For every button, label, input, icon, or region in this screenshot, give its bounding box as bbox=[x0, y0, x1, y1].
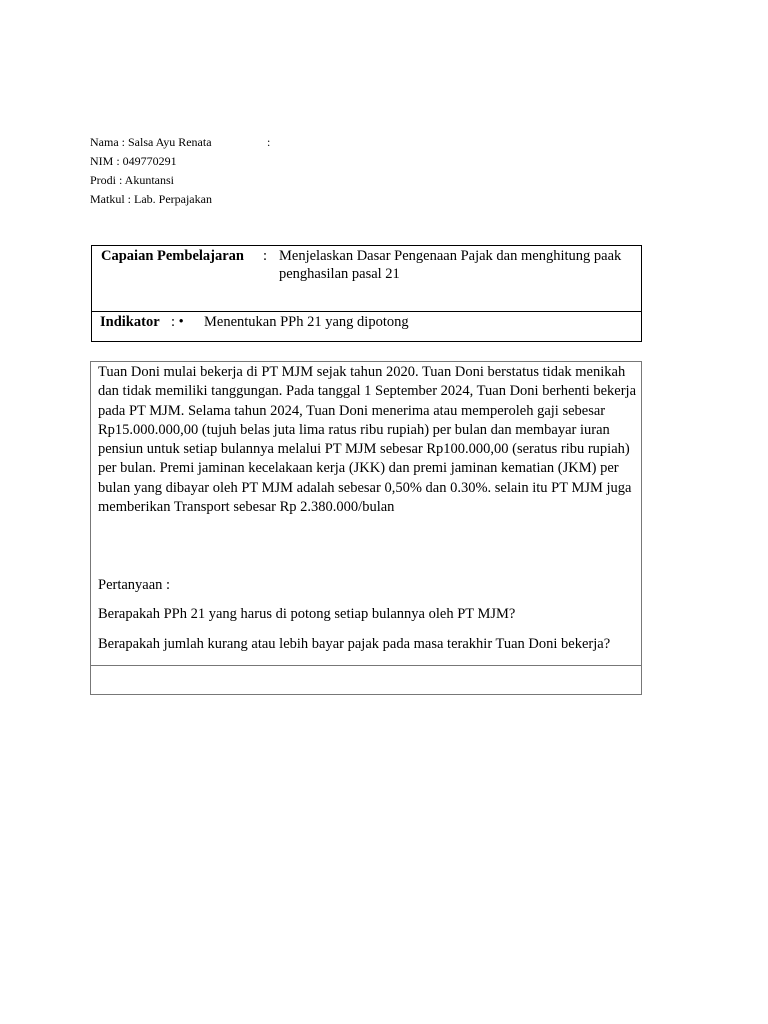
indikator-separator: : • bbox=[171, 314, 184, 330]
case-paragraph: Tuan Doni mulai bekerja di PT MJM sejak tahun 2020. Tuan Doni berstatus tidak menikah dan tidak memiliki tanggungan. Pada tanggal 1 September 2024, Tuan Doni berhenti bekerja pada PT MJM. Selama tahun 2024, Tuan Doni menerima atau memperoleh gaji sebesar Rp15.000.000,00 (tujuh belas juta lima ratus ribu rupiah) per bulan dan membayar iuran pensiun untuk setiap bulannya melalui PT MJM sebesar Rp100.000,00 (seratus ribu rupiah) per bulan. Premi jaminan kecelakaan kerja (JKK) dan premi jaminan kematian (JKM) per bulan yang dibayar oleh PT MJM adalah sebesar 0,50% dan 0.30%. selain itu PT MJM juga memberikan Transport sebesar Rp 2.380.000/bulan bbox=[98, 364, 637, 516]
student-name: Nama : Salsa Ayu Renata bbox=[90, 135, 212, 149]
indikator-text: Menentukan PPh 21 yang dipotong bbox=[204, 314, 409, 330]
learning-outcome-table bbox=[91, 245, 642, 342]
capaian-row bbox=[92, 246, 641, 312]
capaian-label: Capaian Pembelajaran bbox=[101, 248, 244, 264]
student-matkul: Matkul : Lab. Perpajakan bbox=[90, 192, 212, 206]
student-name-colon: : bbox=[267, 135, 271, 149]
student-nim: NIM : 049770291 bbox=[90, 154, 177, 168]
case-study-cell bbox=[91, 362, 641, 666]
capaian-text: Menjelaskan Dasar Pengenaan Pajak dan menghitung paak penghasilan pasal 21 bbox=[279, 248, 622, 282]
capaian-colon: : bbox=[263, 248, 268, 264]
question-2: Berapakah jumlah kurang atau lebih bayar pajak pada masa terakhir Tuan Doni bekerja? bbox=[98, 636, 611, 652]
student-info bbox=[90, 133, 271, 209]
case-study-table bbox=[90, 361, 642, 695]
question-title: Pertanyaan : bbox=[98, 577, 171, 593]
question-1: Berapakah PPh 21 yang harus di potong setiap bulannya oleh PT MJM? bbox=[98, 606, 516, 622]
student-prodi: Prodi : Akuntansi bbox=[90, 173, 175, 187]
student-name-line bbox=[90, 133, 271, 152]
indikator-label: Indikator bbox=[100, 314, 160, 330]
